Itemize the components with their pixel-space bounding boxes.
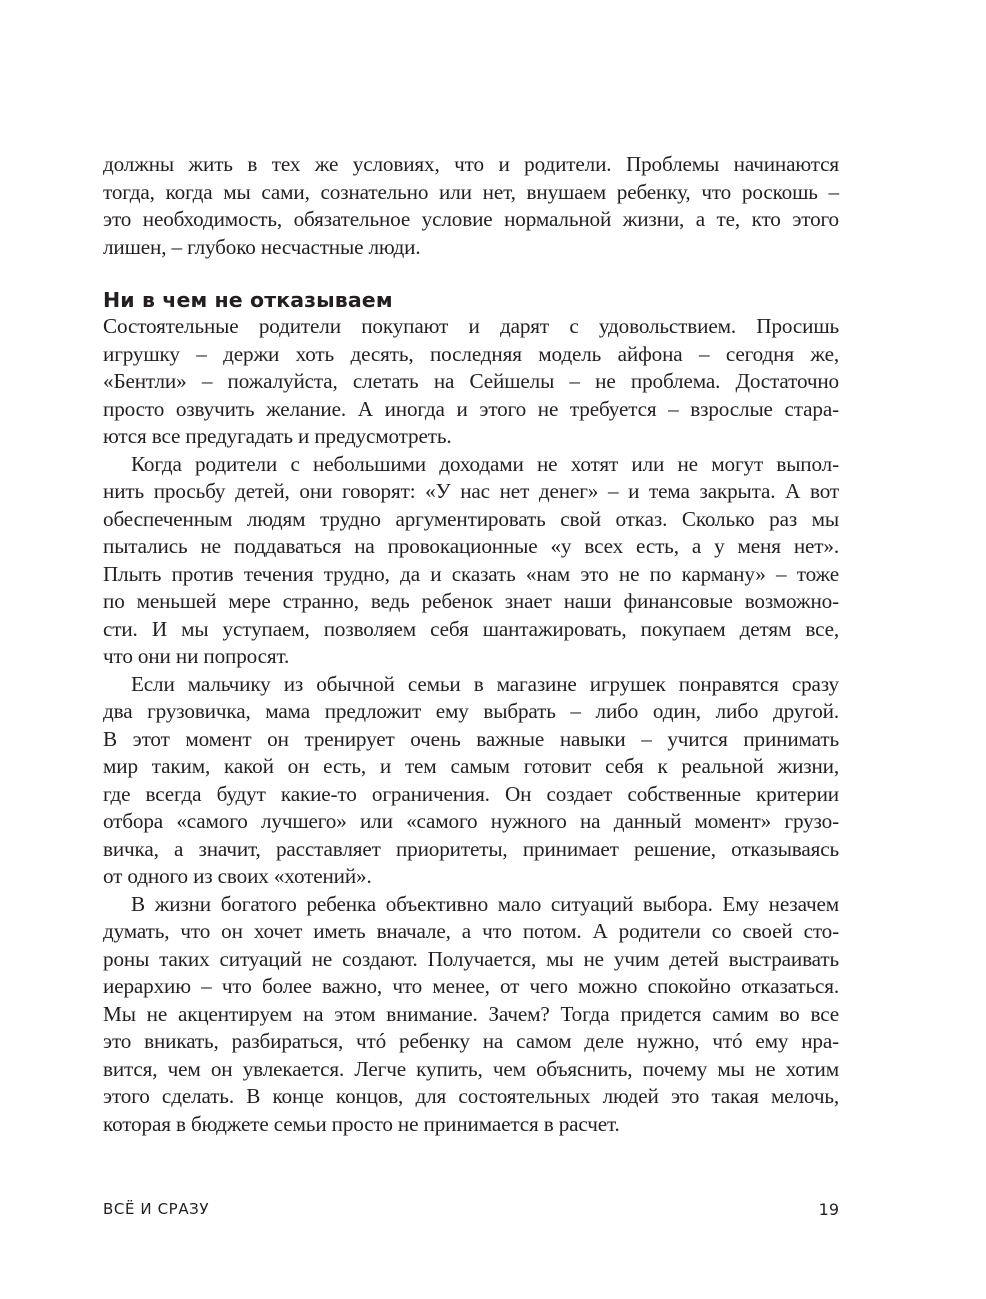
text-line: обеспеченным людям трудно аргументировать свой отказ. Сколько раз мы	[103, 506, 839, 531]
text-line: Состоятельные родители покупают и дарят с удовольствием. Просишь	[103, 314, 839, 338]
text-line: думать, что он хочет иметь вначале, а что потом. А родители со своей сто-	[103, 919, 839, 943]
text-line: должны жить в тех же условиях, что и родители. Проблемы начинаются	[103, 152, 839, 176]
text-line: где всегда будут какие-то ограничения. Он создает собственные критерии	[103, 781, 839, 806]
text-line: нить просьбу детей, они говорят: «У нас нет денег» – и тема закрыта. А вот	[103, 479, 839, 503]
text-line: от одного из своих «хотений».	[103, 864, 372, 888]
text-line: В этот момент он тренирует очень важные навыки – учится принимать	[103, 726, 839, 751]
text-line: роны таких ситуаций не создают. Получается, мы не учим детей выстраивать	[103, 946, 839, 971]
paragraph-4	[103, 891, 839, 1139]
page-footer	[103, 1197, 839, 1221]
text-line: что они ни попросят.	[103, 644, 290, 668]
text-line: Плыть против течения трудно, да и сказать «нам это не по карману» – тоже	[103, 561, 839, 586]
text-line: пытались не поддаваться на провокационные «у всех есть, а у меня нет».	[103, 534, 839, 558]
text-line: «Бентли» – пожалуйста, слетать на Сейшелы – не проблема. Достаточно	[103, 369, 839, 393]
text-line: Мы не акцентируем на этом внимание. Зачем? Тогда придется самим во все	[103, 1001, 839, 1026]
text-line: иерархию – что более важно, что менее, от чего можно спокойно отказаться.	[103, 974, 839, 998]
text-line: игрушку – держи хоть десять, последняя модель айфона – сегодня же,	[103, 341, 839, 366]
text-line: Если мальчику из обычной семьи в магазине игрушек понравятся сразу	[131, 671, 839, 696]
text-line: мир таким, какой он есть, и тем самым готовит себя к реальной жизни,	[103, 754, 839, 778]
text-line: вится, чем он увлекается. Легче купить, чем объяснить, почему мы не хотим	[103, 1056, 839, 1081]
text-line: В жизни богатого ребенка объективно мало ситуаций выбора. Ему незачем	[131, 891, 839, 916]
page-body	[103, 151, 839, 1138]
text-line: два грузовичка, мама предложит ему выбрать – либо один, либо другой.	[103, 699, 839, 723]
paragraph-1	[103, 313, 839, 451]
text-line: Когда родители с небольшими доходами не хотят или не могут выпол-	[131, 451, 839, 476]
text-line: это вникать, разбираться, чтó ребенку на самом деле нужно, чтó ему нра-	[103, 1029, 839, 1053]
text-line: просто озвучить желание. А иногда и этого не требуется – взрослые стара-	[103, 396, 839, 421]
text-line: вичка, а значит, расставляет приоритеты, принимает решение, отказываясь	[103, 836, 839, 861]
page-number: 19	[818, 1199, 839, 1219]
text-line: по меньшей мере странно, ведь ребенок знает наши финансовые возможно-	[103, 589, 839, 613]
running-title: ВСЁ И СРАЗУ	[103, 1200, 210, 1218]
text-line: сти. И мы уступаем, позволяем себя шантажировать, покупаем детям все,	[103, 616, 839, 641]
section-heading: Ни в чем не отказываем	[103, 288, 393, 312]
text-line: отбора «самого лучшего» или «самого нужного на данный момент» грузо-	[103, 809, 839, 833]
text-line: это необходимость, обязательное условие нормальной жизни, а те, кто этого	[103, 207, 839, 231]
text-line: ются все предугадать и предусмотреть.	[103, 424, 452, 448]
paragraph-2	[103, 451, 839, 671]
text-line: тогда, когда мы сами, сознательно или нет, внушаем ребенку, что роскошь –	[103, 179, 839, 204]
paragraph-3	[103, 671, 839, 891]
text-line: которая в бюджете семьи просто не принимается в расчет.	[103, 1111, 620, 1136]
intro-paragraph	[103, 151, 839, 261]
text-line: лишен, – глубоко несчастные люди.	[103, 234, 421, 259]
text-line: этого сделать. В конце концов, для состоятельных людей это такая мелочь,	[103, 1084, 839, 1108]
